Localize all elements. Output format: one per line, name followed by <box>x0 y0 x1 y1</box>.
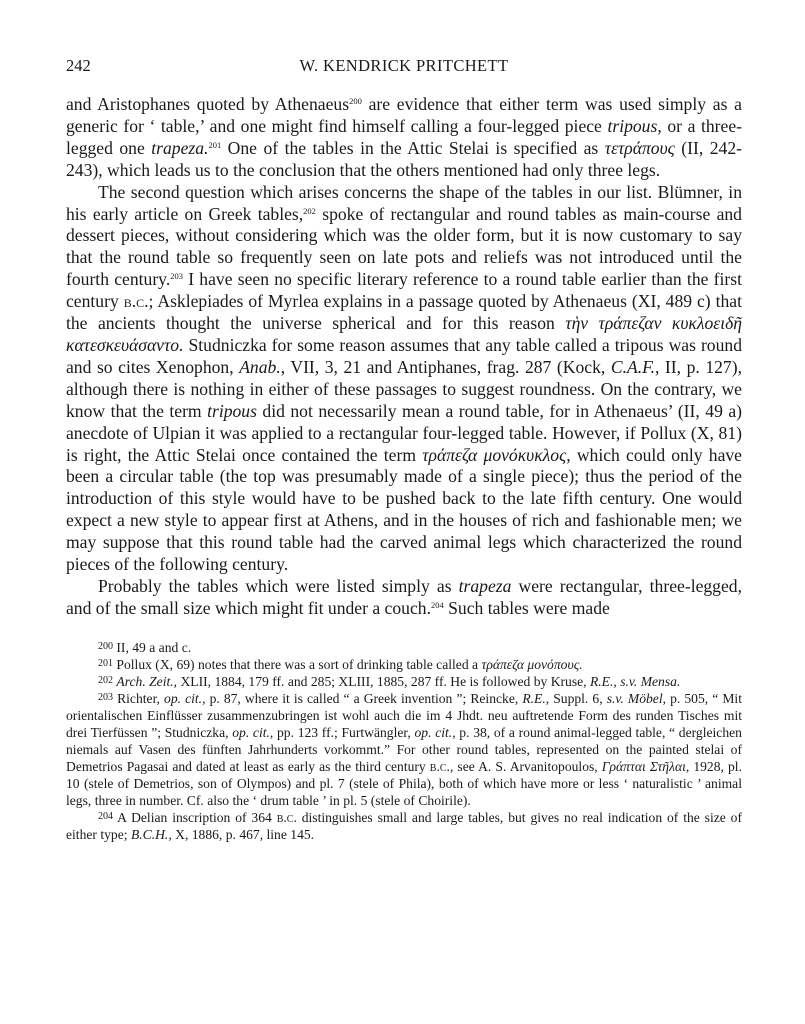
footnote-202: $^{202}$ Arch. Zeit., XLII, 1884, 179 ff. and 285; XLIII, 1885, 287 ff. He is followed by Kruse, R.E., s.v. Mensa. <box>98 673 681 689</box>
footnote-number: 202 <box>98 674 113 686</box>
footnote-ref-201[interactable]: 201 <box>208 139 222 150</box>
footnote-ref-203[interactable]: 203 <box>170 271 183 282</box>
footnote-ref-202[interactable]: 202 <box>303 205 316 216</box>
footnote-200: $^{200}$ II, 49 a and c. <box>98 639 192 655</box>
footnote-number: 204 <box>98 810 113 822</box>
footnote-ref-200[interactable]: 200 <box>349 96 362 106</box>
page-number: 242 <box>66 56 91 75</box>
greek-term: τετράπους <box>604 137 675 158</box>
footnote-number: 201 <box>98 657 113 669</box>
footnote-203: $^{203}$ Richter, op. cit., p. 87, where it is called “ a Greek invention ”; Reincke, R.E., Suppl. 6, s.v. Möbel, p. 505, “ Mit orientalischen Einflüsser zusammenzubringen ist wohl auch die im 4 Jhdt. neu auftretende Form des runden Tisches mit drei Tierfüssen ”; Studniczka, op. cit., pp. 123 ff.; Furtwängler, op. cit., p. 38, of a round animal-legged table, “ dergleichen niemals auf Vasen des fünften Jahrhunderts vorkommt.” For other round tables, represented on the painted stelai of Demetrios Pagasai and dated at least as early as the third century b.c., see A. S. Arvanitopoulos, Γράπται Στῆλαι, 1928, pl. 10 (stele of Demetrios, son of Olympos) and pl. 7 (stele of Phila), both of which have more or less ‘ naturalistic ’ animal legs, three in number. Cf. also the ‘ drum table ’ in pl. 5 (stele of Choirile). <box>66 690 742 808</box>
footnote-204: $^{204}$ A Delian inscription of 364 b.c. distinguishes small and large tables, but gives no real indication of the size of either type; B.C.H., X, 1886, p. 467, line 145. <box>66 809 743 842</box>
page <box>66 56 742 843</box>
greek-title: Γράπται Στῆλαι <box>601 758 686 774</box>
greek-quote: τὴν τράπεζαν κυκλοειδῆ κατεσκευάσαντο. <box>66 313 742 355</box>
paragraph-3: Probably the tables which were listed simply as trapeza were rectangular, three-legged, and of the small size which might fit under a couch.$^{204}$ Such tables were made <box>66 575 742 618</box>
running-title: W. KENDRICK PRITCHETT <box>299 56 509 75</box>
footnote-201: $^{201}$ Pollux (X, 69) notes that there was a sort of drinking table called a τράπεζα μονόπους. <box>98 656 583 672</box>
footnote-number: 203 <box>98 691 113 703</box>
greek-term: τράπεζα μονόκυκλος, <box>422 444 571 465</box>
footnotes <box>66 639 742 843</box>
footnote-ref-204[interactable]: 204 <box>430 599 444 610</box>
paragraph-1: and Aristophanes quoted by Athenaeus$^{200}$ are evidence that either term was used simply as a generic for ‘ table,’ and one might find himself calling a four-legged piece tripous, or a three-legged one trapeza.$^{201}$ One of the tables in the Attic Stelai is specified as τετράπους (II, 242-243), which leads us to the conclusion that the others mentioned had only three legs. <box>66 94 742 180</box>
footnote-number: 200 <box>98 640 113 652</box>
body-text <box>66 94 742 620</box>
paragraph-2: The second question which arises concerns the shape of the tables in our list. Blümner, in his early article on Greek tables,$^{202}$ spoke of rectangular and round tables as main-course and dessert pieces, without considering which was the older form, but it is now customary to say that the round table so frequently seen on late pots and reliefs was not introduced until the fourth century.$^{203}$ I have seen no specific literary reference to a round table earlier than the first century b.c.; Asklepiades of Myrlea explains in a passage quoted by Athenaeus (XI, 489 c) that the ancients thought the universe spherical and for this reason τὴν τράπεζαν κυκλοειδῆ κατεσκευάσαντο. Studniczka for some reason assumes that any table called a tripous was round and so cites Xenophon, Anab., VII, 3, 21 and Antiphanes, frag. 287 (Kock, C.A.F., II, p. 127), although there is nothing in either of these passages to suggest roundness. On the contrary, we know that the term tripous did not necessarily mean a round table, for in Athenaeus’ (II, 49 a) anecdote of Ulpian it was applied to a rectangular four-legged table. However, if Pollux (X, 81) is right, the Attic Stelai once contained the term τράπεζα μονόκυκλος, which could only have been a circular table (the top was presumably made of a single piece); thus the period of the introduction of this style would have to be pushed back to the late fifth century. One would expect a new style to appear first at Athens, and in the houses of rich and fashionable men; we may suppose that this round table had the carved animal legs which characterized the round pieces of the following century. <box>66 181 742 575</box>
running-head <box>66 56 742 80</box>
